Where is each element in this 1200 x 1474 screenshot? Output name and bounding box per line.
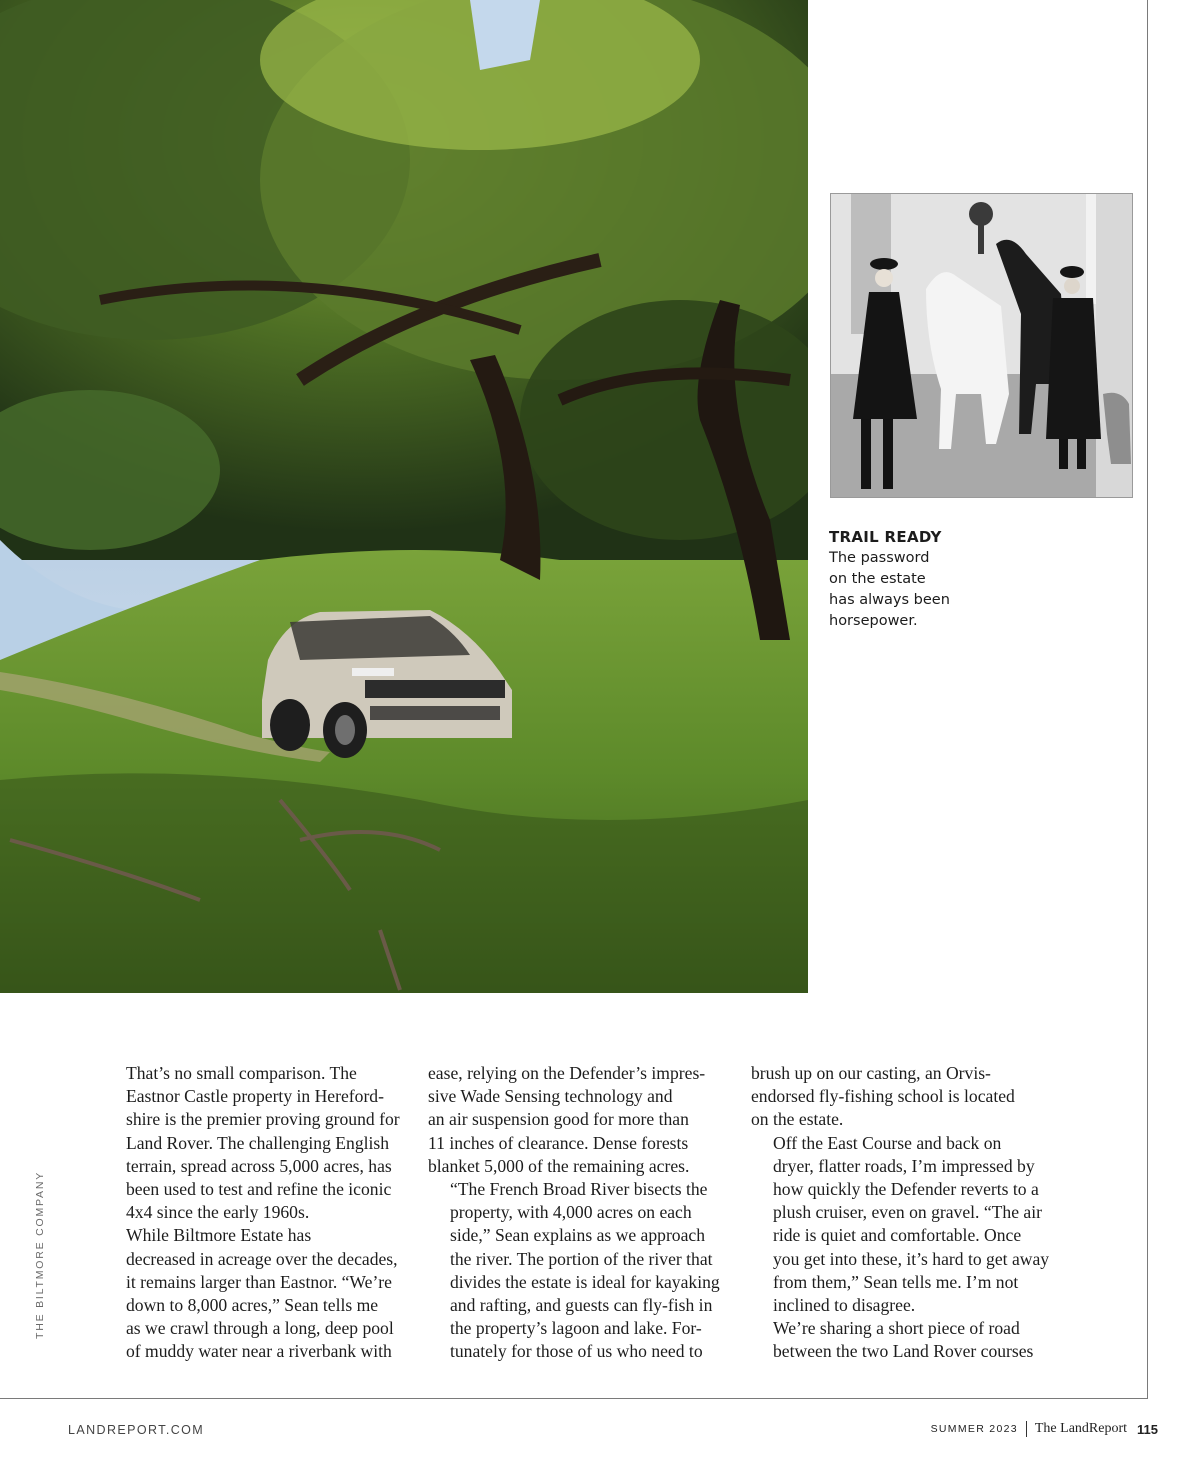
text-line: side,” Sean explains as we approach [450,1225,706,1246]
text-line: an air suspension good for more than [428,1109,689,1130]
text-column-1 [104,1062,404,1364]
text-line: the property’s lagoon and lake. For- [450,1318,702,1339]
paragraph [751,1132,1051,1318]
text-line: shire is the premier proving ground for [126,1109,400,1130]
text-line: dryer, flatter roads, I’m impressed by [773,1155,1035,1176]
footer-website[interactable]: LANDREPORT.COM [68,1423,205,1437]
paragraph [428,1062,728,1178]
paragraph [751,1062,1051,1132]
text-line: blanket 5,000 of the remaining acres. [428,1155,690,1176]
text-line: Land Rover. The challenging English [126,1132,390,1153]
inset-photo [831,194,1132,497]
text-line: decreased in acreage over the decades, [126,1248,398,1269]
text-line: how quickly the Defender reverts to a [773,1179,1039,1200]
caption-line: on the estate [829,571,926,587]
photo-caption [829,527,989,632]
text-line: Eastnor Castle property in Hereford- [126,1086,384,1107]
text-line: ease, relying on the Defender’s impres- [428,1063,706,1083]
text-line: sive Wade Sensing technology and [428,1086,673,1107]
text-line: terrain, spread across 5,000 acres, has [126,1155,392,1176]
text-line: That’s no small comparison. The [126,1063,357,1083]
page-right-rule [1147,0,1148,1398]
text-line: divides the estate is ideal for kayaking [450,1271,720,1292]
text-line: brush up on our casting, an Orvis- [751,1063,991,1083]
text-line: it remains larger than Eastnor. “We’re [126,1271,392,1292]
text-line: property, with 4,000 acres on each [450,1202,692,1223]
main-photo [0,0,808,993]
text-line: 4x4 since the early 1960s. [126,1202,310,1223]
caption-line: has always been [829,592,950,608]
text-column-2 [428,1062,728,1364]
text-line: from them,” Sean tells me. I’m not [773,1271,1019,1292]
text-line: We’re sharing a short piece of road [773,1318,1020,1339]
main-photo-art [0,0,808,993]
paragraph [428,1178,728,1364]
text-line: and rafting, and guests can fly-fish in [450,1295,713,1316]
page-number: 115 [1137,1421,1158,1437]
footer-magazine-name: The LandReport [1034,1421,1128,1436]
caption-line: The password [829,550,930,566]
text-line: 11 inches of clearance. Dense forests [428,1132,689,1153]
text-line: ride is quiet and comfortable. Once [773,1225,1022,1246]
text-line: tunately for those of us who need to [450,1341,703,1362]
footer-issue: SUMMER 2023 [930,1423,1018,1435]
text-line: plush cruiser, even on gravel. “The air [773,1202,1042,1223]
text-column-3 [751,1062,1051,1364]
page-bottom-rule [0,1398,1148,1399]
photo-credit: THE BILTMORE COMPANY [34,1170,46,1340]
text-line: the river. The portion of the river that [450,1248,713,1269]
footer-divider [1026,1421,1027,1437]
paragraph [751,1317,1051,1363]
text-line: you get into these, it’s hard to get away [773,1248,1050,1269]
text-line: been used to test and refine the iconic [126,1179,392,1200]
text-line: Off the East Course and back on [773,1132,1002,1153]
paragraph [104,1224,404,1363]
text-line: “The French Broad River bisects the [450,1179,708,1200]
text-line: as we crawl through a long, deep pool [126,1318,394,1339]
text-line: between the two Land Rover courses [773,1341,1034,1362]
text-line: endorsed fly-fishing school is located [751,1086,1015,1107]
text-line: on the estate. [751,1109,844,1130]
text-line: inclined to disagree. [773,1295,916,1316]
text-line: of muddy water near a riverbank with [126,1341,392,1362]
text-line: While Biltmore Estate has [126,1225,312,1246]
paragraph [104,1062,404,1224]
footer-folio [931,1421,1158,1437]
caption-line: horsepower. [829,613,918,629]
inset-photo-art [831,194,1132,497]
text-line: down to 8,000 acres,” Sean tells me [126,1295,379,1316]
caption-title: TRAIL READY [829,528,942,546]
